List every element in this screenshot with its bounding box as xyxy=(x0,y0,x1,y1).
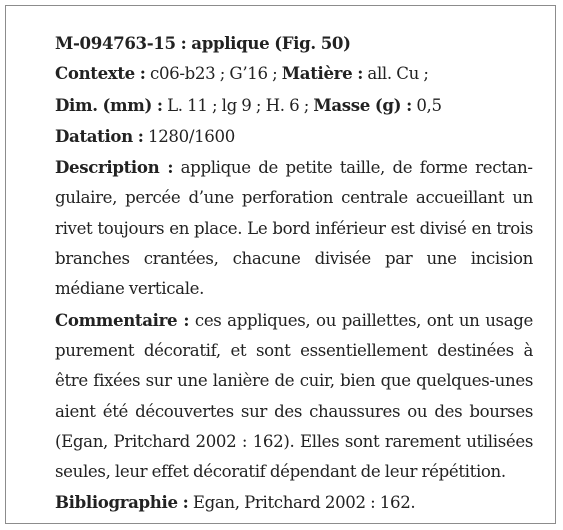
material-value: all. Cu ; xyxy=(367,64,429,84)
context-material-line xyxy=(55,58,533,89)
commentary-text: ces appliques, ou paillettes, ont un usage purement décoratif, et sont essentiellement destinées à être fixées sur une lanière de cuir, bien que quelques-unes aient été découvertes sur des chaussures ou des bourses (Egan, Pritchard 2002 : 162). Elles sont rarement utilisées seules, leur effet décoratif dépendant de leur répétition. xyxy=(55,310,533,482)
mass-value: 0,5 xyxy=(416,95,442,115)
dimensions-mass-line xyxy=(55,90,533,121)
description-paragraph xyxy=(55,152,533,304)
context-value: c06-b23 ; G’16 ; xyxy=(150,64,278,84)
commentary-label: Commentaire : xyxy=(55,309,190,330)
context-label: Contexte : xyxy=(55,63,146,84)
bibliography-text: Egan, Pritchard 2002 : 162. xyxy=(192,493,416,513)
commentary-paragraph xyxy=(55,305,533,488)
dimensions-label: Dim. (mm) : xyxy=(55,94,163,115)
entry-title: M-094763-15 : applique (Fig. 50) xyxy=(55,33,351,53)
bibliography-line xyxy=(55,487,533,518)
dating-line xyxy=(55,121,533,152)
dimensions-value: L. 11 ; lg 9 ; H. 6 ; xyxy=(167,95,309,115)
description-label: Description : xyxy=(55,157,174,178)
bibliography-label: Bibliographie : xyxy=(55,492,189,513)
description-text: applique de petite taille, de forme rectangulaire, percée d’une perforation centrale accueillant un rivet toujours en place. Le bord inférieur est divisé en trois branches crantées, chacune divisée par une incision médiane verticale. xyxy=(55,158,533,299)
dating-label: Datation : xyxy=(55,125,144,146)
material-label: Matière : xyxy=(281,63,363,84)
catalogue-entry xyxy=(55,28,533,519)
dating-value: 1280/1600 xyxy=(148,126,235,146)
mass-label: Masse (g) : xyxy=(313,94,412,115)
